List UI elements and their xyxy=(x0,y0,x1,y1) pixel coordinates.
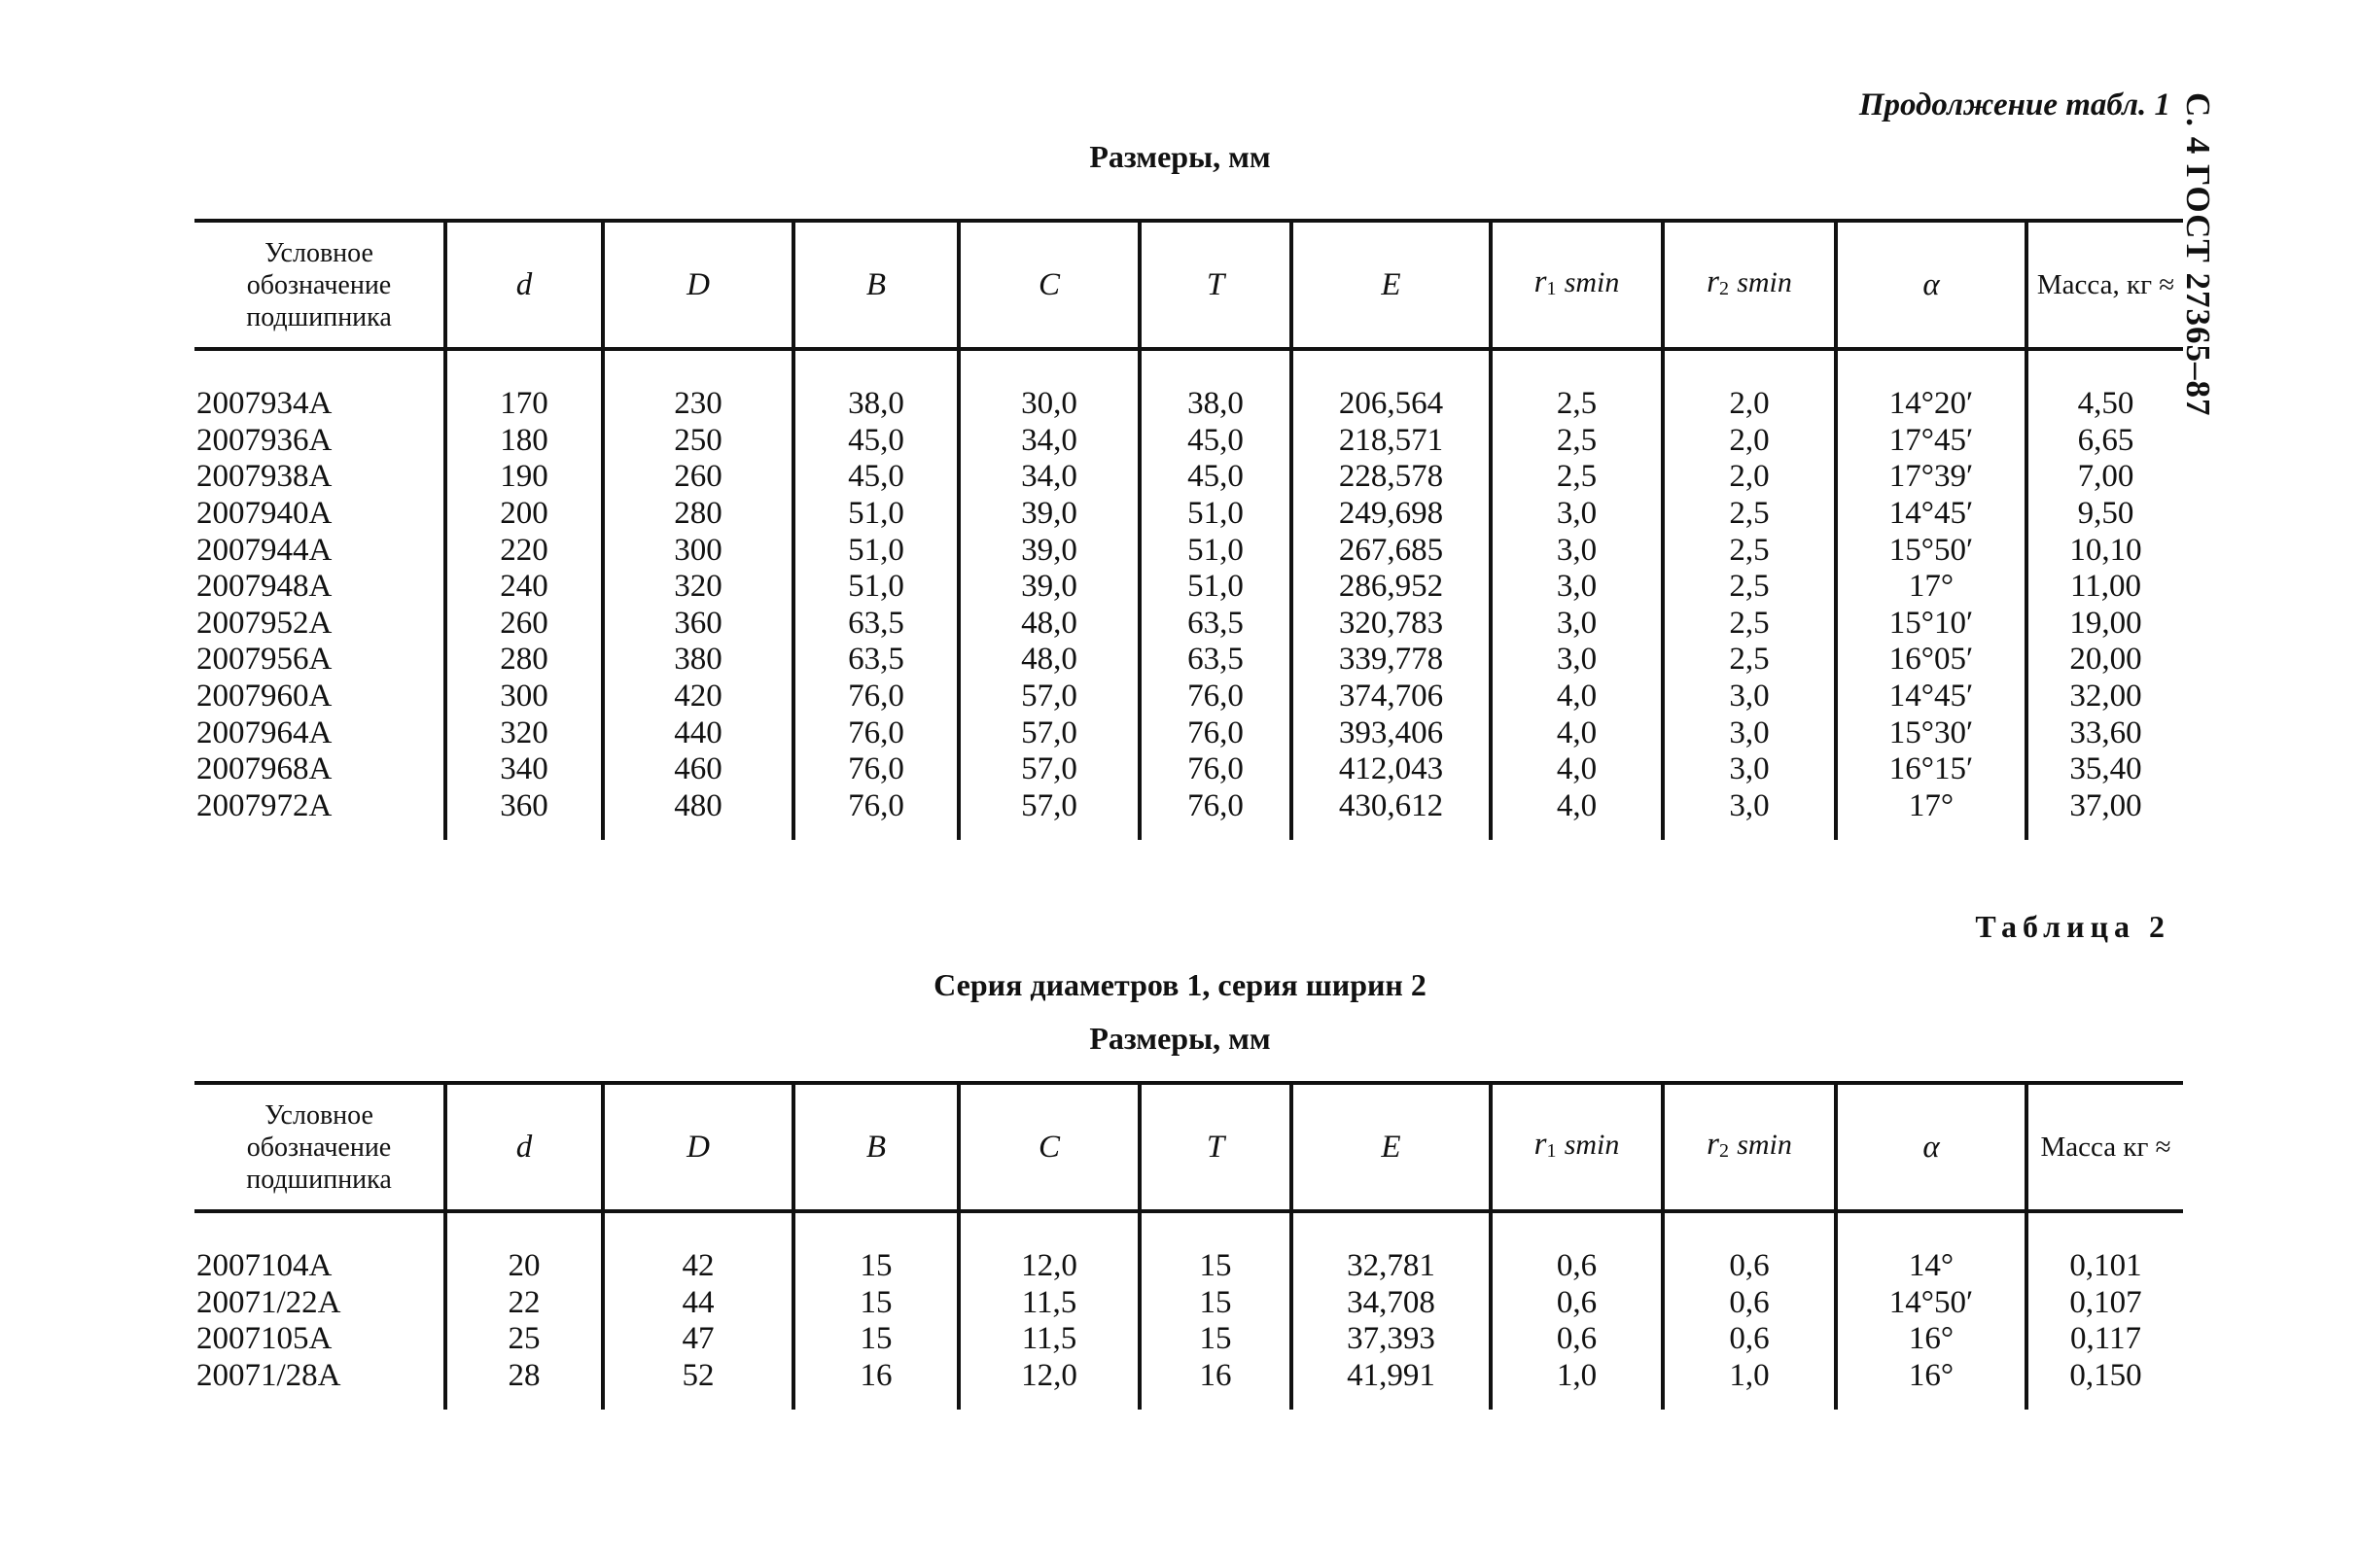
table-cell: 16° xyxy=(1836,1358,2026,1395)
table-cell: 17°45′ xyxy=(1836,423,2026,460)
spacer-row xyxy=(194,349,2183,386)
table-cell: 63,5 xyxy=(1140,642,1291,679)
table-cell: 3,0 xyxy=(1491,496,1663,533)
table-cell: 374,706 xyxy=(1291,679,1491,715)
table-cell: 33,60 xyxy=(2026,714,2183,751)
bearing-designation-cell: 2007952A xyxy=(196,605,333,641)
spacer-cell xyxy=(603,349,793,386)
table-cell: 76,0 xyxy=(793,714,959,751)
table-cell: 17° xyxy=(1836,569,2026,606)
header-r1-symbol: r xyxy=(1533,263,1547,299)
table-cell: 0,101 xyxy=(2026,1248,2183,1285)
header-r2-subscript: 2 xyxy=(1718,277,1729,299)
table-cell: 15 xyxy=(1140,1321,1291,1358)
spacer-cell xyxy=(1491,1211,1663,1248)
table-cell: 30,0 xyxy=(959,386,1140,423)
table-cell: 63,5 xyxy=(1140,606,1291,643)
spacer-cell xyxy=(793,1394,959,1410)
table-cell: 14°45′ xyxy=(1836,496,2026,533)
table1-units-caption: Размеры, мм xyxy=(1089,139,1271,174)
table-cell: 39,0 xyxy=(959,532,1140,569)
spacer-cell xyxy=(1663,1394,1836,1410)
table-cell: 2,0 xyxy=(1663,423,1836,460)
table-cell: 4,0 xyxy=(1491,751,1663,788)
table-cell: 280 xyxy=(445,642,603,679)
table-1 xyxy=(194,219,2183,840)
table-cell: 63,5 xyxy=(793,642,959,679)
table-cell: 0,6 xyxy=(1663,1321,1836,1358)
table-cell: 16 xyxy=(1140,1358,1291,1395)
table-row xyxy=(194,1321,2183,1358)
table-cell: 19,00 xyxy=(2026,606,2183,643)
table-cell: 200 xyxy=(445,496,603,533)
table-row xyxy=(194,679,2183,715)
table-cell: 7,00 xyxy=(2026,459,2183,496)
table-cell: 51,0 xyxy=(1140,496,1291,533)
table-cell: 14°20′ xyxy=(1836,386,2026,423)
table-cell: 28 xyxy=(445,1358,603,1395)
table-cell: 76,0 xyxy=(1140,788,1291,825)
table2-units-caption: Размеры, мм xyxy=(1089,1021,1271,1056)
spacer-cell xyxy=(2026,1211,2183,1248)
table-cell: 76,0 xyxy=(793,679,959,715)
table-cell: 6,65 xyxy=(2026,423,2183,460)
table-cell: 4,50 xyxy=(2026,386,2183,423)
table-cell: 0,6 xyxy=(1491,1285,1663,1322)
header-E: E xyxy=(1291,221,1491,349)
table-row xyxy=(194,714,2183,751)
table-cell: 412,043 xyxy=(1291,751,1491,788)
header-C: C xyxy=(959,221,1140,349)
table-cell: 17° xyxy=(1836,788,2026,825)
spacer-cell xyxy=(194,1211,445,1248)
table-cell: 0,6 xyxy=(1663,1248,1836,1285)
table-cell: 3,0 xyxy=(1663,714,1836,751)
table-cell: 16°05′ xyxy=(1836,642,2026,679)
spacer-cell xyxy=(1491,349,1663,386)
table2-header-row xyxy=(194,1083,2183,1211)
table-cell: 260 xyxy=(603,459,793,496)
table-cell: 0,6 xyxy=(1491,1248,1663,1285)
table-cell: 39,0 xyxy=(959,569,1140,606)
bearing-designation-cell: 2007104A xyxy=(196,1248,333,1284)
table-cell: 38,0 xyxy=(793,386,959,423)
spacer-cell xyxy=(1836,1211,2026,1248)
table-cell: 15°50′ xyxy=(1836,532,2026,569)
table-cell: 180 xyxy=(445,423,603,460)
table-cell: 3,0 xyxy=(1663,788,1836,825)
table-row xyxy=(194,1285,2183,1322)
table-cell: 52 xyxy=(603,1358,793,1395)
table-cell: 300 xyxy=(603,532,793,569)
spacer-row xyxy=(194,1211,2183,1248)
spacer-cell xyxy=(1836,349,2026,386)
header-r2-subscript: 2 xyxy=(1718,1139,1729,1162)
table-cell: 51,0 xyxy=(793,569,959,606)
table-cell: 48,0 xyxy=(959,642,1140,679)
table-cell: 2,5 xyxy=(1663,569,1836,606)
spacer-cell xyxy=(445,1394,603,1410)
table-cell: 76,0 xyxy=(1140,679,1291,715)
table-cell: 11,00 xyxy=(2026,569,2183,606)
table-row xyxy=(194,606,2183,643)
spacer-cell xyxy=(1140,1394,1291,1410)
header-r2-symbol: r xyxy=(1707,263,1719,299)
table-cell: 39,0 xyxy=(959,496,1140,533)
table-cell: 45,0 xyxy=(1140,459,1291,496)
spacer-cell xyxy=(1663,824,1836,840)
bearing-designation-cell: 2007948A xyxy=(196,569,333,605)
header-mass: Масса, кг ≈ xyxy=(2026,221,2183,349)
table-cell: 57,0 xyxy=(959,751,1140,788)
table-cell: 3,0 xyxy=(1663,679,1836,715)
table-cell: 76,0 xyxy=(793,788,959,825)
bearing-designation-cell: 2007940A xyxy=(196,496,333,532)
table-cell: 15°30′ xyxy=(1836,714,2026,751)
table-cell: 228,578 xyxy=(1291,459,1491,496)
spacer-cell xyxy=(959,1394,1140,1410)
header-alpha: α xyxy=(1836,1083,2026,1211)
table-cell: 12,0 xyxy=(959,1248,1140,1285)
table-cell: 320 xyxy=(445,714,603,751)
table-cell: 2,5 xyxy=(1663,606,1836,643)
header-r1-subscript: 1 xyxy=(1546,1139,1557,1162)
bearing-designation-cell: 2007934A xyxy=(196,386,333,422)
header-r2-suffix: smin xyxy=(1737,1128,1792,1161)
header-d: d xyxy=(445,1083,603,1211)
spacer-cell xyxy=(793,824,959,840)
header-D: D xyxy=(603,1083,793,1211)
table-cell: 57,0 xyxy=(959,788,1140,825)
table-cell: 1,0 xyxy=(1663,1358,1836,1395)
spacer-cell xyxy=(445,1211,603,1248)
table-cell: 3,0 xyxy=(1491,642,1663,679)
table-cell: 320,783 xyxy=(1291,606,1491,643)
header-designation: Условное обозначение подшипника xyxy=(194,1083,445,1211)
table-cell: 15 xyxy=(793,1248,959,1285)
spacer-cell xyxy=(194,349,445,386)
header-r2-suffix: smin xyxy=(1737,265,1792,298)
table-row xyxy=(194,569,2183,606)
table-cell: 11,5 xyxy=(959,1285,1140,1322)
table-cell: 380 xyxy=(603,642,793,679)
spacer-cell xyxy=(959,1211,1140,1248)
header-r1-suffix: smin xyxy=(1564,1128,1620,1161)
table-cell: 360 xyxy=(445,788,603,825)
table2-number: Таблица 2 xyxy=(1975,909,2170,944)
bearing-designation-cell: 2007956A xyxy=(196,642,333,678)
table-cell: 3,0 xyxy=(1491,532,1663,569)
table-cell: 339,778 xyxy=(1291,642,1491,679)
table-cell: 37,393 xyxy=(1291,1321,1491,1358)
table-cell: 37,00 xyxy=(2026,788,2183,825)
table-cell: 340 xyxy=(445,751,603,788)
bearing-designation-cell: 2007944A xyxy=(196,532,333,568)
table-cell: 2,5 xyxy=(1491,459,1663,496)
spacer-cell xyxy=(445,349,603,386)
header-r1-suffix: smin xyxy=(1564,265,1620,298)
bottom-row xyxy=(194,824,2183,840)
bearing-designation-cell: 20071/28A xyxy=(196,1358,341,1394)
header-B: B xyxy=(793,221,959,349)
table-cell: 2,5 xyxy=(1491,423,1663,460)
spacer-cell xyxy=(1140,824,1291,840)
table-row xyxy=(194,496,2183,533)
table-row xyxy=(194,386,2183,423)
table-cell: 12,0 xyxy=(959,1358,1140,1395)
table-cell: 76,0 xyxy=(793,751,959,788)
bearing-designation-cell: 2007972A xyxy=(196,787,333,823)
table-cell: 63,5 xyxy=(793,606,959,643)
table-cell: 48,0 xyxy=(959,606,1140,643)
table-cell: 11,5 xyxy=(959,1321,1140,1358)
table-cell: 3,0 xyxy=(1491,569,1663,606)
table-cell: 2,0 xyxy=(1663,386,1836,423)
table-cell: 430,612 xyxy=(1291,788,1491,825)
spacer-cell xyxy=(959,824,1140,840)
table-row xyxy=(194,642,2183,679)
table-row xyxy=(194,751,2183,788)
table-cell: 47 xyxy=(603,1321,793,1358)
table-cell: 2,5 xyxy=(1663,496,1836,533)
spacer-cell xyxy=(1491,824,1663,840)
bearing-designation-cell: 20071/22A xyxy=(196,1284,341,1320)
table-cell: 280 xyxy=(603,496,793,533)
table-cell: 16°15′ xyxy=(1836,751,2026,788)
table-cell: 1,0 xyxy=(1491,1358,1663,1395)
table-cell: 0,117 xyxy=(2026,1321,2183,1358)
bearing-designation-cell: 2007960A xyxy=(196,679,333,714)
table-cell: 218,571 xyxy=(1291,423,1491,460)
table-cell: 51,0 xyxy=(793,532,959,569)
spacer-cell xyxy=(1291,1211,1491,1248)
header-T: T xyxy=(1140,221,1291,349)
table-cell: 360 xyxy=(603,606,793,643)
table-cell: 0,150 xyxy=(2026,1358,2183,1395)
table-cell: 393,406 xyxy=(1291,714,1491,751)
bottom-row xyxy=(194,1394,2183,1410)
table-cell: 2,5 xyxy=(1663,532,1836,569)
table-cell: 249,698 xyxy=(1291,496,1491,533)
table-row xyxy=(194,1358,2183,1395)
spacer-cell xyxy=(1291,349,1491,386)
spacer-cell xyxy=(1291,1394,1491,1410)
table-cell: 3,0 xyxy=(1491,606,1663,643)
table-cell: 4,0 xyxy=(1491,679,1663,715)
table-cell: 420 xyxy=(603,679,793,715)
side-header: С. 4 ГОСТ 27365–87 xyxy=(2179,92,2217,417)
table-cell: 34,0 xyxy=(959,459,1140,496)
table2-body xyxy=(194,1211,2183,1410)
table-cell: 0,6 xyxy=(1491,1321,1663,1358)
header-r2smin xyxy=(1663,221,1836,349)
table1-body xyxy=(194,349,2183,840)
table-row xyxy=(194,459,2183,496)
table-cell: 14°50′ xyxy=(1836,1285,2026,1322)
table-cell: 440 xyxy=(603,714,793,751)
table-cell: 22 xyxy=(445,1285,603,1322)
header-E: E xyxy=(1291,1083,1491,1211)
spacer-cell xyxy=(603,1394,793,1410)
table-cell: 20,00 xyxy=(2026,642,2183,679)
header-designation: Условное обозначение подшипника xyxy=(194,221,445,349)
table-cell: 51,0 xyxy=(1140,569,1291,606)
table-cell: 14°45′ xyxy=(1836,679,2026,715)
spacer-cell xyxy=(1140,1211,1291,1248)
header-mass: Масса кг ≈ xyxy=(2026,1083,2183,1211)
table-cell: 57,0 xyxy=(959,679,1140,715)
header-C: C xyxy=(959,1083,1140,1211)
continuation-label: Продолжение табл. 1 xyxy=(1858,87,2170,122)
table-cell: 45,0 xyxy=(793,423,959,460)
header-B: B xyxy=(793,1083,959,1211)
table-cell: 230 xyxy=(603,386,793,423)
table-cell: 190 xyxy=(445,459,603,496)
header-d: d xyxy=(445,221,603,349)
header-r2smin xyxy=(1663,1083,1836,1211)
spacer-cell xyxy=(1663,1211,1836,1248)
table-cell: 16° xyxy=(1836,1321,2026,1358)
table-cell: 2,5 xyxy=(1663,642,1836,679)
table-cell: 17°39′ xyxy=(1836,459,2026,496)
table-2 xyxy=(194,1081,2183,1410)
spacer-cell xyxy=(1140,349,1291,386)
bearing-designation-cell: 2007964A xyxy=(196,714,333,750)
table-cell: 45,0 xyxy=(1140,423,1291,460)
table-row xyxy=(194,788,2183,825)
spacer-cell xyxy=(1663,349,1836,386)
spacer-cell xyxy=(603,1211,793,1248)
spacer-cell xyxy=(2026,349,2183,386)
spacer-cell xyxy=(1491,1394,1663,1410)
table-cell: 34,0 xyxy=(959,423,1140,460)
table-cell: 0,107 xyxy=(2026,1285,2183,1322)
table-cell: 15 xyxy=(793,1321,959,1358)
table-cell: 170 xyxy=(445,386,603,423)
table-cell: 3,0 xyxy=(1663,751,1836,788)
spacer-cell xyxy=(2026,1394,2183,1410)
table-row xyxy=(194,1248,2183,1285)
table-cell: 76,0 xyxy=(1140,714,1291,751)
header-r1-symbol: r xyxy=(1533,1126,1547,1162)
header-r1smin xyxy=(1491,1083,1663,1211)
table2-series-caption: Серия диаметров 1, серия ширин 2 xyxy=(933,967,1427,1002)
table-cell: 320 xyxy=(603,569,793,606)
spacer-cell xyxy=(445,824,603,840)
table-cell: 38,0 xyxy=(1140,386,1291,423)
header-T: T xyxy=(1140,1083,1291,1211)
table-cell: 20 xyxy=(445,1248,603,1285)
table-cell: 4,0 xyxy=(1491,714,1663,751)
table-cell: 41,991 xyxy=(1291,1358,1491,1395)
table-cell: 300 xyxy=(445,679,603,715)
table-row xyxy=(194,532,2183,569)
table-cell: 286,952 xyxy=(1291,569,1491,606)
table-cell: 15 xyxy=(1140,1285,1291,1322)
table-cell: 45,0 xyxy=(793,459,959,496)
table-cell: 240 xyxy=(445,569,603,606)
table-cell: 51,0 xyxy=(1140,532,1291,569)
header-r2-symbol: r xyxy=(1707,1126,1719,1162)
table-row xyxy=(194,423,2183,460)
spacer-cell xyxy=(1836,1394,2026,1410)
table-cell: 206,564 xyxy=(1291,386,1491,423)
spacer-cell xyxy=(194,1394,445,1410)
table-cell: 44 xyxy=(603,1285,793,1322)
spacer-cell xyxy=(1836,824,2026,840)
table-cell: 32,00 xyxy=(2026,679,2183,715)
bearing-designation-cell: 2007968A xyxy=(196,751,333,787)
table-cell: 220 xyxy=(445,532,603,569)
table-cell: 10,10 xyxy=(2026,532,2183,569)
spacer-cell xyxy=(1291,824,1491,840)
table-cell: 4,0 xyxy=(1491,788,1663,825)
table-cell: 32,781 xyxy=(1291,1248,1491,1285)
table1-header-row xyxy=(194,221,2183,349)
table-cell: 260 xyxy=(445,606,603,643)
header-D: D xyxy=(603,221,793,349)
header-alpha: α xyxy=(1836,221,2026,349)
table-cell: 34,708 xyxy=(1291,1285,1491,1322)
table-cell: 9,50 xyxy=(2026,496,2183,533)
spacer-cell xyxy=(194,824,445,840)
spacer-cell xyxy=(793,1211,959,1248)
table-cell: 15 xyxy=(1140,1248,1291,1285)
table-cell: 460 xyxy=(603,751,793,788)
header-r1-subscript: 1 xyxy=(1546,277,1557,299)
table-cell: 480 xyxy=(603,788,793,825)
bearing-designation-cell: 2007936A xyxy=(196,422,333,458)
table-cell: 267,685 xyxy=(1291,532,1491,569)
spacer-cell xyxy=(603,824,793,840)
table-cell: 76,0 xyxy=(1140,751,1291,788)
table-cell: 15 xyxy=(793,1285,959,1322)
spacer-cell xyxy=(2026,824,2183,840)
table-cell: 51,0 xyxy=(793,496,959,533)
bearing-designation-cell: 2007105A xyxy=(196,1321,333,1357)
table-cell: 0,6 xyxy=(1663,1285,1836,1322)
table-cell: 2,0 xyxy=(1663,459,1836,496)
spacer-cell xyxy=(959,349,1140,386)
table-cell: 25 xyxy=(445,1321,603,1358)
table-cell: 250 xyxy=(603,423,793,460)
table-cell: 14° xyxy=(1836,1248,2026,1285)
spacer-cell xyxy=(793,349,959,386)
header-r1smin xyxy=(1491,221,1663,349)
table-cell: 57,0 xyxy=(959,714,1140,751)
table-cell: 35,40 xyxy=(2026,751,2183,788)
table-cell: 16 xyxy=(793,1358,959,1395)
table-cell: 2,5 xyxy=(1491,386,1663,423)
bearing-designation-cell: 2007938A xyxy=(196,459,333,495)
table-cell: 15°10′ xyxy=(1836,606,2026,643)
table-cell: 42 xyxy=(603,1248,793,1285)
